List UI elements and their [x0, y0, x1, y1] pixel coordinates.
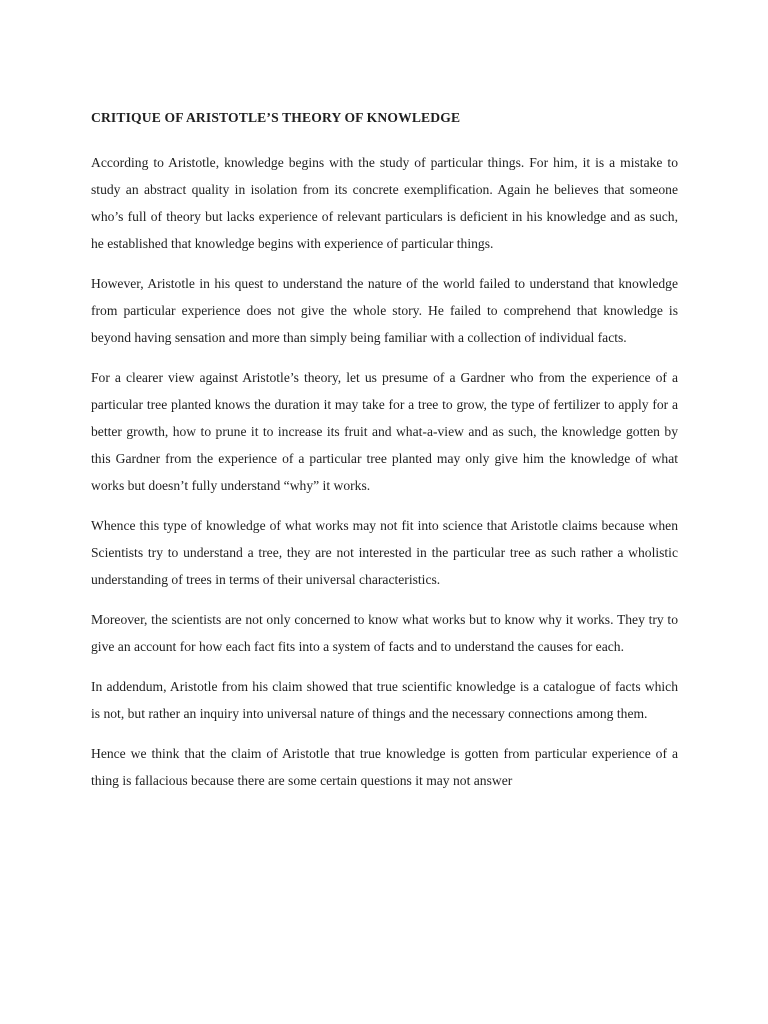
document-body	[91, 108, 678, 807]
paragraph-3: For a clearer view against Aristotle’s theory, let us presume of a Gardner who from the experience of a particular tree planted knows the duration it may take for a tree to grow, the type of fertilizer to apply for a better growth, how to prune it to increase its fruit and what-a-view and as such, the knowledge gotten by this Gardner from the experience of a particular tree planted may only give him the knowledge of what works but doesn’t fully understand “why” it works.	[91, 370, 678, 493]
paragraph-4: Whence this type of knowledge of what works may not fit into science that Aristotle claims because when Scientists try to understand a tree, they are not interested in the particular tree as such rather a wholistic understanding of trees in terms of their universal characteristics.	[91, 518, 678, 587]
paragraph-2: However, Aristotle in his quest to understand the nature of the world failed to understand that knowledge from particular experience does not give the whole story. He failed to comprehend that knowledge is beyond having sensation and more than simply being familiar with a collection of individual facts.	[91, 276, 678, 345]
paragraph-5: Moreover, the scientists are not only concerned to know what works but to know why it works. They try to give an account for how each fact fits into a system of facts and to understand the causes for each.	[91, 612, 678, 654]
paragraph-7: Hence we think that the claim of Aristotle that true knowledge is gotten from particular experience of a thing is fallacious because there are some certain questions it may not answer	[91, 746, 678, 788]
paragraph-1: According to Aristotle, knowledge begins with the study of particular things. For him, it is a mistake to study an abstract quality in isolation from its concrete exemplification. Again he believes that someone who’s full of theory but lacks experience of relevant particulars is deficient in his knowledge and as such, he established that knowledge begins with experience of particular things.	[91, 155, 678, 251]
paragraph-6: In addendum, Aristotle from his claim showed that true scientific knowledge is a catalogue of facts which is not, but rather an inquiry into universal nature of things and the necessary connections among them.	[91, 679, 678, 721]
document-title: CRITIQUE OF ARISTOTLE’S THEORY OF KNOWLEDGE	[91, 110, 461, 125]
